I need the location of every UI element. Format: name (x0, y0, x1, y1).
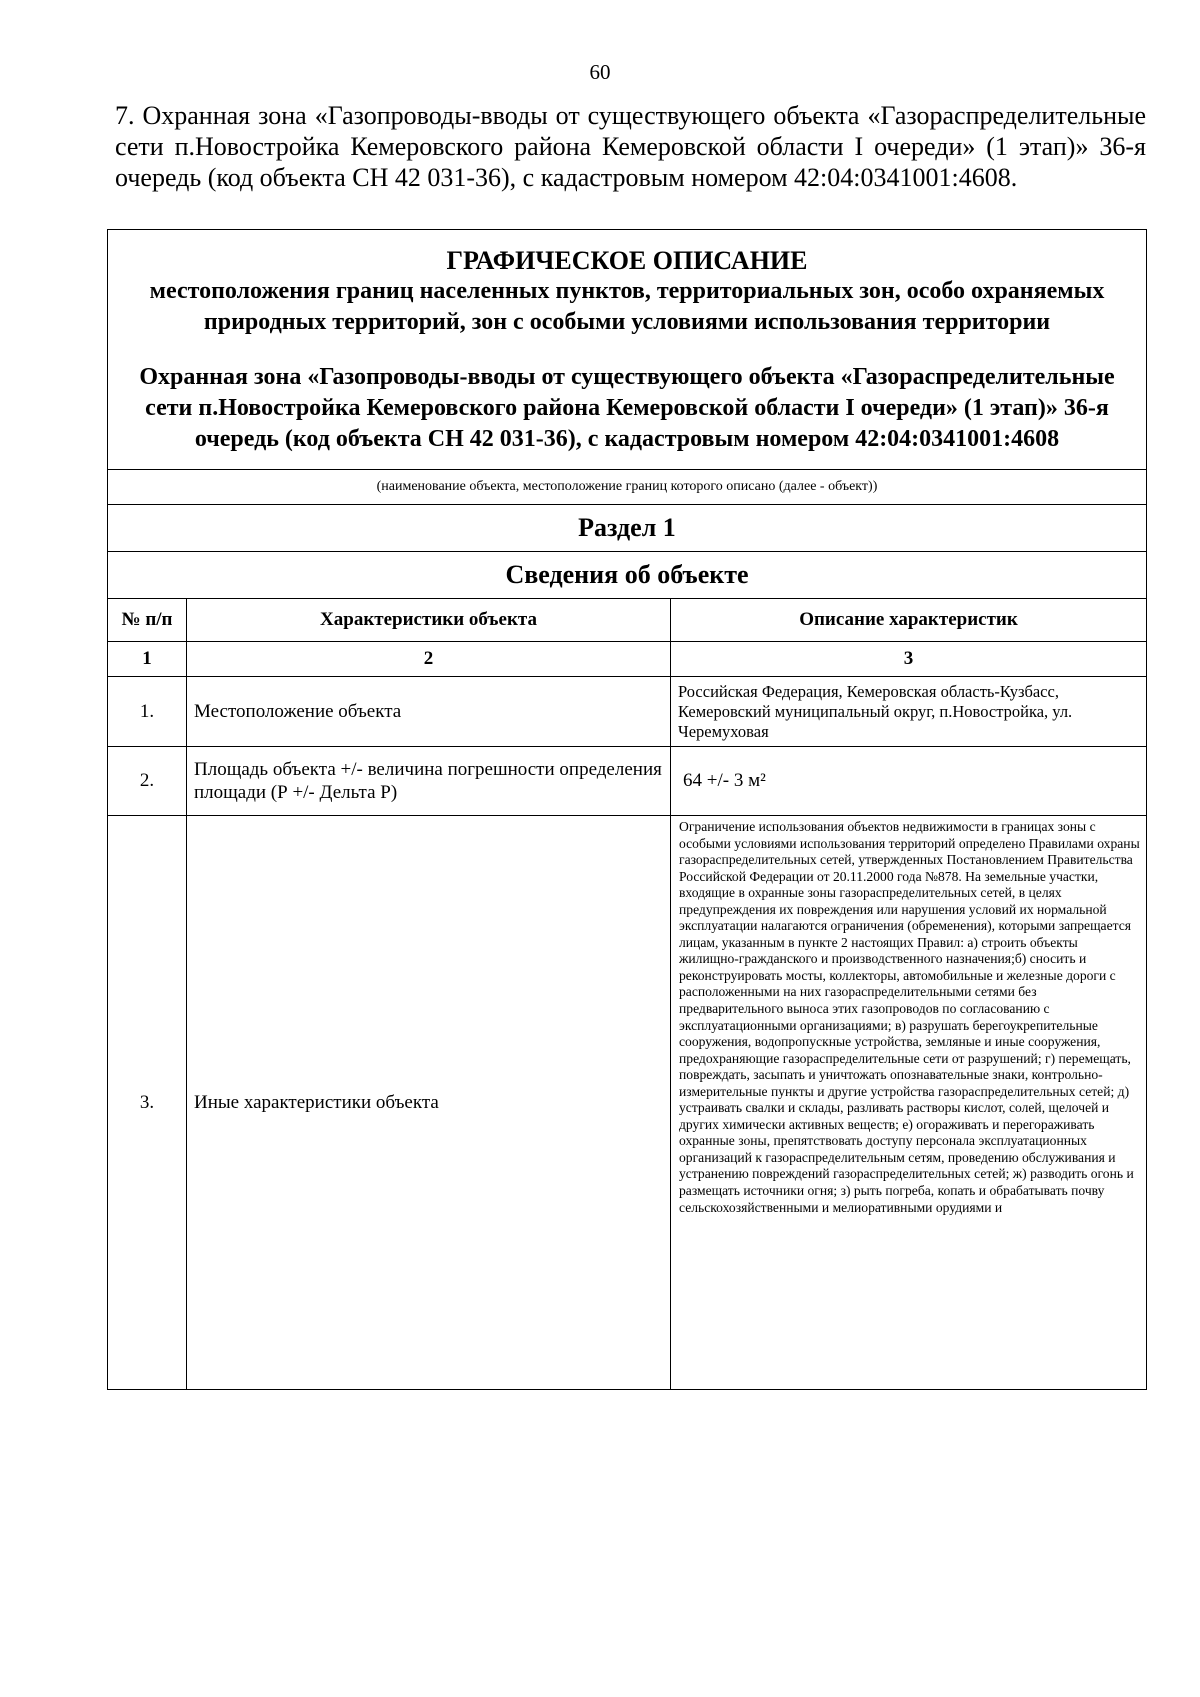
column-header: Описание характеристик (671, 599, 1147, 642)
section-title: Раздел 1 (108, 505, 1147, 552)
document-title: ГРАФИЧЕСКОЕ ОПИСАНИЕ (446, 246, 808, 275)
column-number: 3 (671, 642, 1147, 677)
table-row (108, 677, 1147, 747)
row-description: Российская Федерация, Кемеровская область-Кузбасс, Кемеровский муниципальный округ, п.Новостройка, ул. Черемуховая (671, 677, 1147, 747)
row-description: 64 +/- 3 м² (671, 747, 1147, 816)
column-header: № п/п (108, 599, 187, 642)
intro-paragraph: 7. Охранная зона «Газопроводы-вводы от существующего объекта «Газораспределительные сети п.Новостройка Кемеровского района Кемеровской области I очереди» (1 этап)» 36-я очередь (код объекта СН 42 031-36), с кадастровым номером 42:04:0341001:4608. (115, 101, 1146, 192)
table-header-row (108, 599, 1147, 642)
column-number-row (108, 642, 1147, 677)
object-name-caption: (наименование объекта, местоположение границ которого описано (далее - объект)) (108, 470, 1147, 505)
page-number: 60 (589, 60, 611, 84)
row-number: 1. (108, 677, 187, 747)
row-characteristic: Местоположение объекта (187, 677, 671, 747)
graphic-description-table (107, 229, 1147, 1390)
section-subtitle: Сведения об объекте (108, 552, 1147, 599)
row-characteristic: Иные характеристики объекта (187, 816, 671, 1390)
document-header (108, 230, 1147, 470)
object-name: Охранная зона «Газопроводы-вводы от существующего объекта «Газораспределительные сети п.Новостройка Кемеровского района Кемеровской области I очереди» (1 этап)» 36-я очередь (код объекта СН 42 031-36), с кадастровым номером 42:04:0341001:4608 (139, 364, 1115, 452)
document-subtitle: местоположения границ населенных пунктов, территориальных зон, особо охраняемых природных территорий, зон с особыми условиями использования территории (149, 278, 1105, 335)
row-description-cell (671, 816, 1147, 1390)
table-row (108, 747, 1147, 816)
row-description: Ограничение использования объектов недвижимости в границах зоны с особыми условиями использования территорий определено Правилами охраны газораспределительных сетей, утвержденных Постановлением Правительства Российской Федерации от 20.11.2000 года №878. На земельные участки, входящие в охранные зоны газораспределительных сетей, в целях предупреждения их повреждения или нарушения условий их нормальной эксплуатации налагаются ограничения (обременения), которыми запрещается лицам, указанным в пункте 2 настоящих Правил: а) строить объекты жилищно-гражданского и производственного назначения;б) сносить и реконструировать мосты, коллекторы, автомобильные и железные дороги с расположенными на них газораспределительными сетями без предварительного выноса этих газопроводов по согласованию с эксплуатационными организациями; в) разрушать берегоукрепительные сооружения, водопропускные устройства, земляные и иные сооружения, предохраняющие газораспределительные сети от разрушений; г) перемещать, повреждать, засыпать и уничтожать опознавательные знаки, контрольно-измерительные пункты и другие устройства газораспределительных сетей; д) устраивать свалки и склады, разливать растворы кислот, солей, щелочей и других химически активных веществ; е) огораживать и перегораживать охранные зоны, препятствовать доступу персонала эксплуатационных организаций к газораспределительным сетям, проведению обслуживания и устранению повреждений газораспределительных сетей; ж) разводить огонь и размещать источники огня; з) рыть погреба, копать и обрабатывать почву сельскохозяйственными и мелиоративными орудиями и (679, 819, 1140, 1215)
row-number: 2. (108, 747, 187, 816)
table-row (108, 816, 1147, 1390)
column-header: Характеристики объекта (187, 599, 671, 642)
row-number: 3. (108, 816, 187, 1390)
column-number: 2 (187, 642, 671, 677)
row-characteristic: Площадь объекта +/- величина погрешности определения площади (Р +/- Дельта Р) (187, 747, 671, 816)
column-number: 1 (108, 642, 187, 677)
